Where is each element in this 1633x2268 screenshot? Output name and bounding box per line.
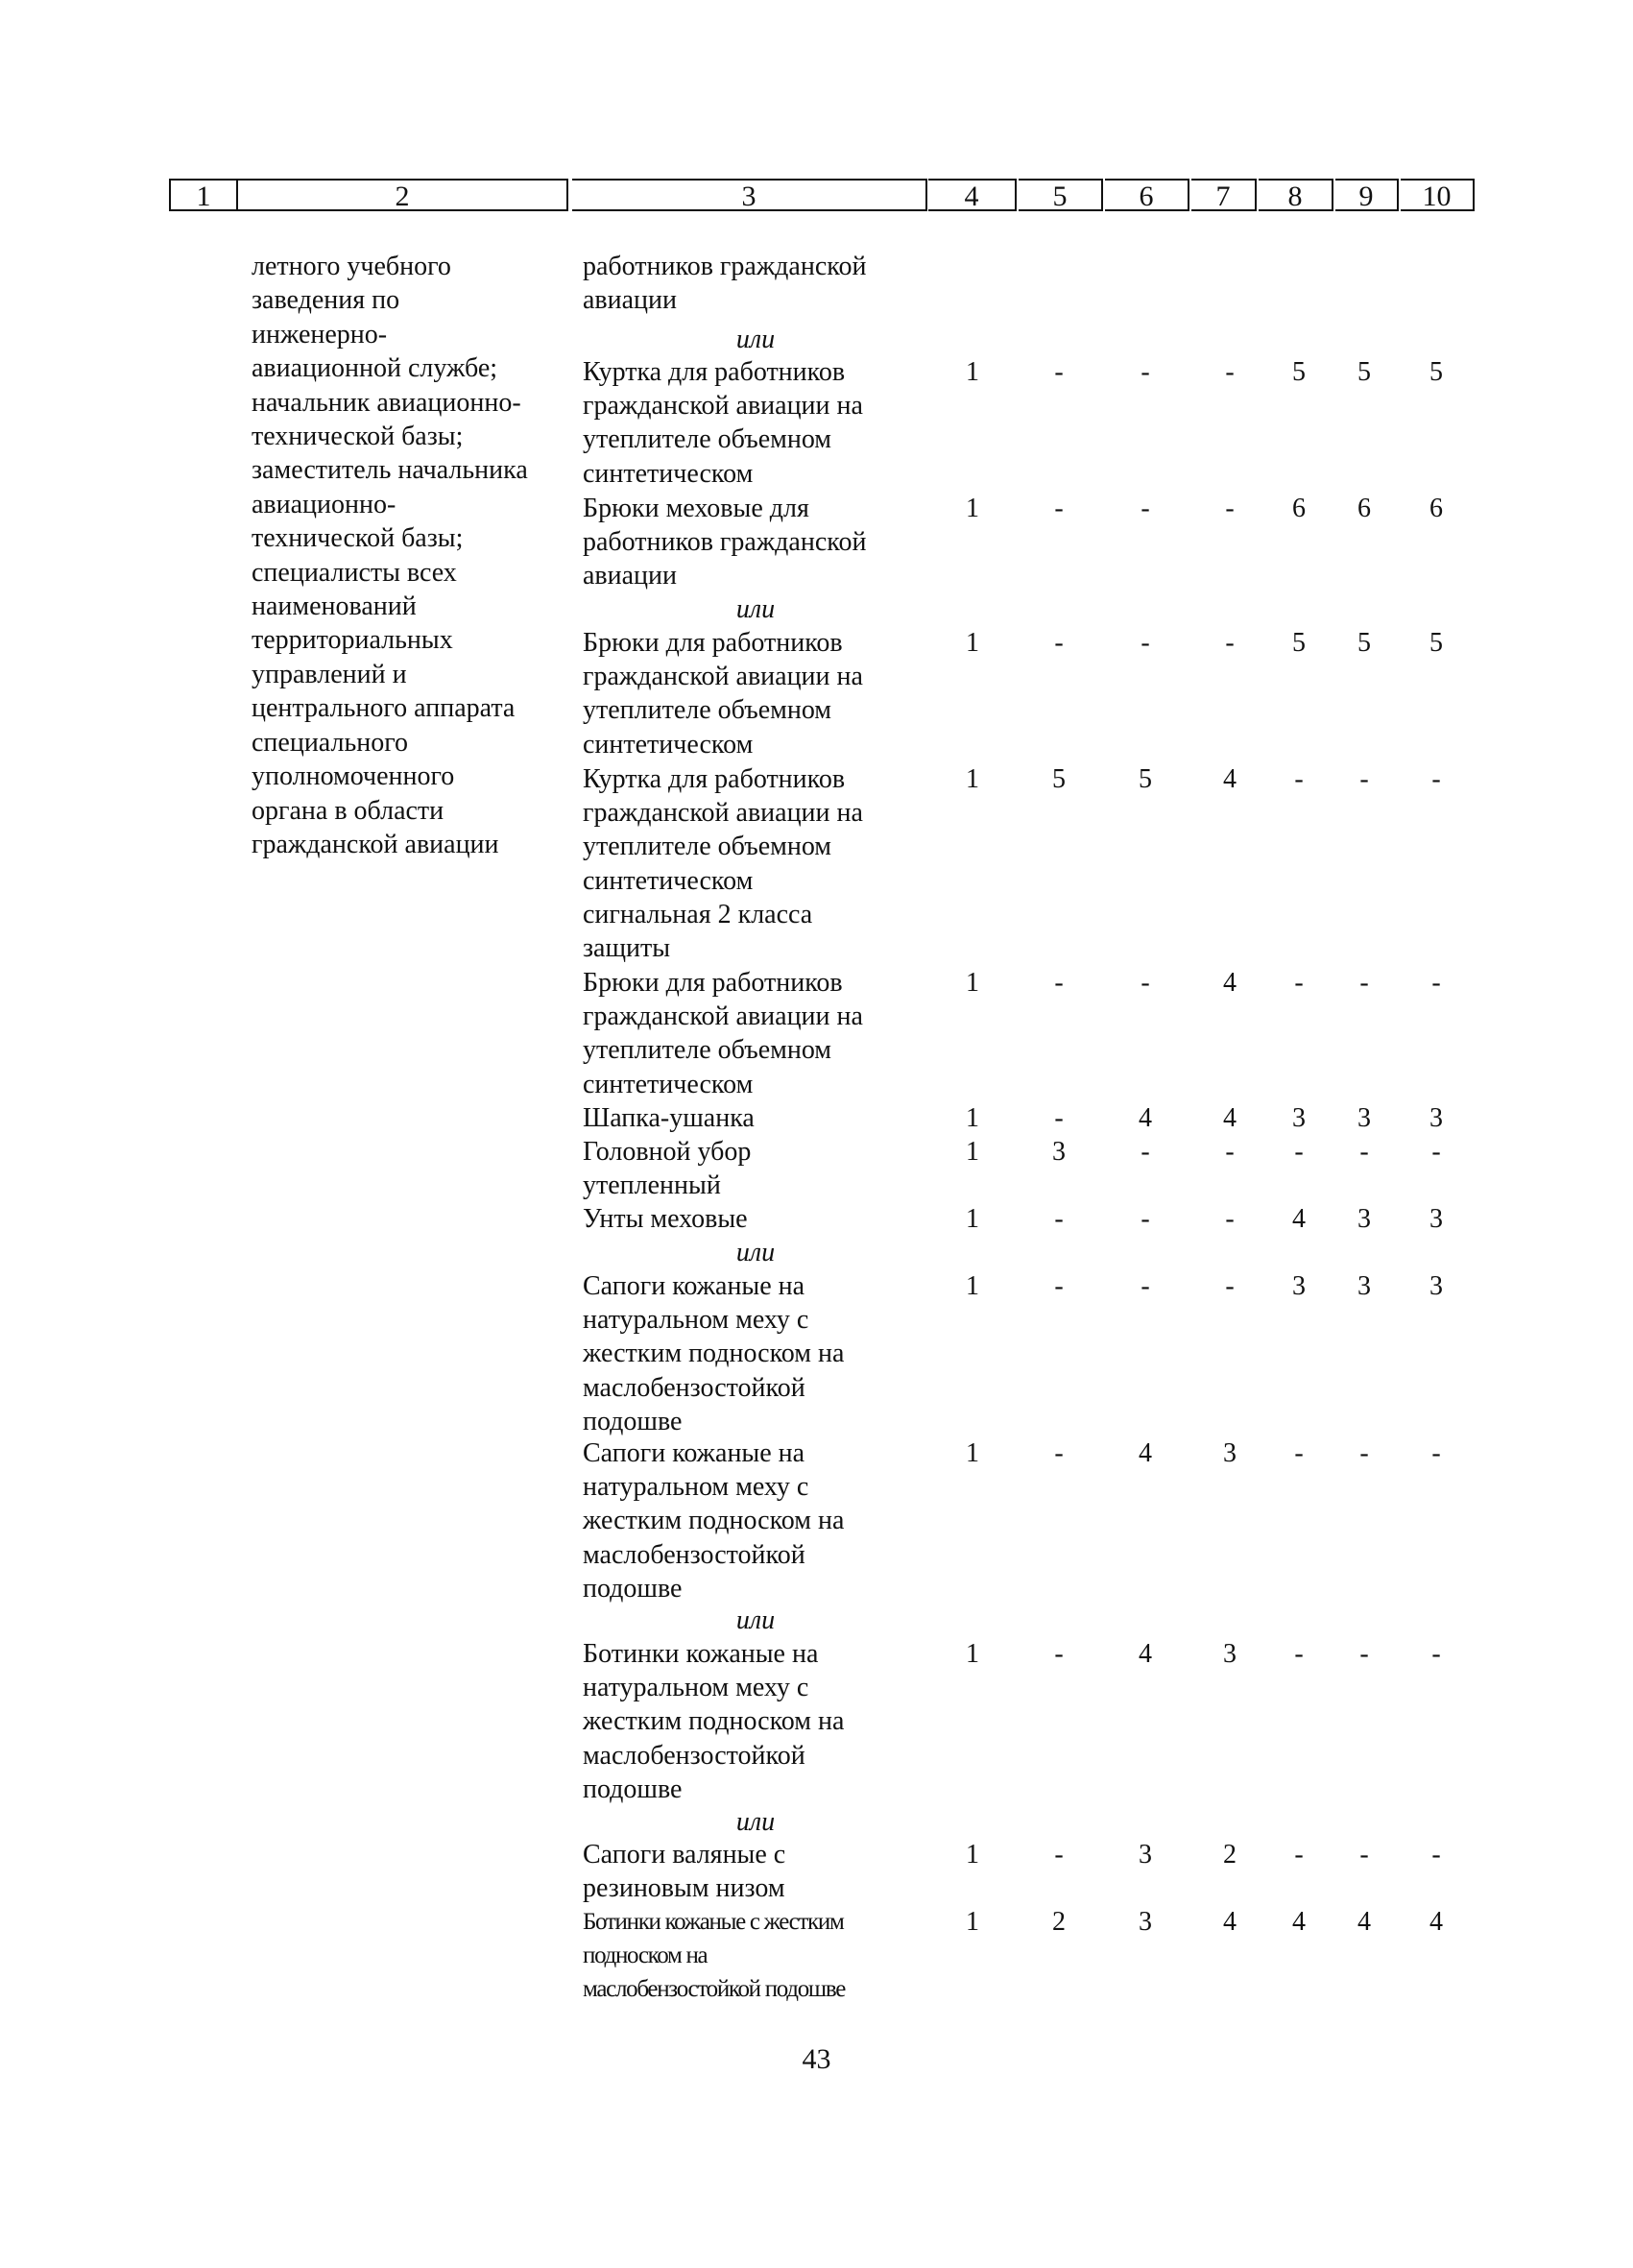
value-col-9: - (1359, 1840, 1369, 1870)
page-number: 43 (802, 2043, 831, 2075)
value-col-6: 4 (1139, 1103, 1152, 1133)
item-name (583, 1905, 928, 2007)
value-col-6: - (1141, 1137, 1150, 1167)
item-name-line: маслобензостойкой (583, 1740, 805, 1771)
item-name (583, 1269, 928, 1438)
value-col-7: 4 (1223, 1907, 1237, 1937)
item-name-line: сигнальная 2 класса (583, 899, 813, 929)
value-col-7: 3 (1223, 1438, 1237, 1468)
value-col-4: 1 (966, 628, 979, 658)
value-col-8: - (1294, 1438, 1304, 1468)
header-cell-3: 3 (572, 179, 927, 211)
ili-separator: или (735, 325, 776, 354)
value-col-4: 1 (966, 1907, 979, 1937)
item-name-line: гражданской авиации на (583, 1001, 863, 1032)
item-name-line: Шапка-ушанка (583, 1103, 755, 1133)
value-col-6: - (1141, 1271, 1150, 1301)
value-col-8: 4 (1292, 1204, 1306, 1234)
value-col-9: - (1359, 1137, 1369, 1167)
value-col-6: - (1141, 628, 1150, 658)
value-col-7: 3 (1223, 1639, 1237, 1669)
value-col-5: - (1054, 1271, 1064, 1301)
value-col-8: 3 (1292, 1103, 1306, 1133)
value-col-6: - (1141, 357, 1150, 387)
value-col-7: 4 (1223, 968, 1237, 998)
value-col-8: 4 (1292, 1907, 1306, 1937)
value-col-4: 1 (966, 1204, 979, 1234)
value-col-9: 3 (1357, 1204, 1371, 1234)
position-line: заведения по (252, 285, 400, 316)
header-cell-5: 5 (1019, 179, 1103, 211)
item-name-line: Куртка для работников (583, 764, 846, 794)
item-name-line: синтетическом (583, 729, 754, 760)
value-col-10: 3 (1429, 1204, 1443, 1234)
value-col-4: 1 (966, 968, 979, 998)
table-header-row (0, 179, 1633, 213)
position-column-text (252, 250, 568, 861)
item-name-line: работников гражданской (583, 527, 867, 558)
value-col-9: - (1359, 764, 1369, 794)
position-line: авиационно- (252, 489, 396, 519)
item-name-line: подошве (583, 1573, 683, 1604)
item-name-line: Ботинки кожаные с жестким (583, 1909, 844, 1935)
value-col-8: - (1294, 764, 1304, 794)
value-col-5: - (1054, 1204, 1064, 1234)
value-col-8: 5 (1292, 357, 1306, 387)
value-col-10: 4 (1429, 1907, 1443, 1937)
value-col-5: - (1054, 494, 1064, 523)
position-line: технической базы; (252, 523, 464, 554)
item-name-line: гражданской авиации на (583, 798, 863, 829)
value-col-4: 1 (966, 1438, 979, 1468)
item-name-line: натуральном меху с (583, 1472, 809, 1503)
value-col-6: 3 (1139, 1907, 1152, 1937)
value-col-6: - (1141, 968, 1150, 998)
value-col-5: 5 (1052, 764, 1066, 794)
item-name (583, 492, 928, 593)
value-col-9: - (1359, 968, 1369, 998)
header-cell-2: 2 (238, 179, 568, 211)
value-col-7: - (1225, 1137, 1235, 1167)
value-col-5: - (1054, 357, 1064, 387)
item-name-line: резиновым низом (583, 1873, 785, 1904)
item-name-line: Брюки для работников (583, 968, 843, 998)
value-col-4: 1 (966, 1639, 979, 1669)
item-name-line: авиации (583, 285, 678, 316)
item-name-line: Брюки для работников (583, 628, 843, 658)
value-col-10: - (1431, 1840, 1441, 1870)
value-col-10: - (1431, 1438, 1441, 1468)
item-name (583, 1202, 928, 1236)
value-col-9: 3 (1357, 1103, 1371, 1133)
value-col-6: 3 (1139, 1840, 1152, 1870)
value-col-4: 1 (966, 1271, 979, 1301)
position-line: специального (252, 727, 408, 758)
header-cell-6: 6 (1105, 179, 1189, 211)
value-col-5: - (1054, 1639, 1064, 1669)
value-col-5: - (1054, 1103, 1064, 1133)
value-col-10: 6 (1429, 494, 1443, 523)
position-line: управлений и (252, 659, 407, 689)
value-col-6: 4 (1139, 1438, 1152, 1468)
item-name-line: жестким подноском на (583, 1506, 845, 1536)
item-name-line: Сапоги кожаные на (583, 1271, 805, 1301)
item-name (583, 626, 928, 761)
item-name-line: жестким подноском на (583, 1339, 845, 1369)
value-col-10: - (1431, 1137, 1441, 1167)
item-name-line: подноском на (583, 1942, 708, 1969)
header-cell-9: 9 (1335, 179, 1399, 211)
item-name-line: синтетическом (583, 1069, 754, 1099)
value-col-5: - (1054, 1840, 1064, 1870)
item-name-line: маслобензостойкой (583, 1539, 805, 1570)
item-name-line: подошве (583, 1773, 683, 1804)
value-col-7: 4 (1223, 764, 1237, 794)
item-name (583, 1838, 928, 1905)
item-name-line: гражданской авиации на (583, 391, 863, 422)
position-line: территориальных (252, 625, 453, 656)
item-name-line: утепленный (583, 1170, 721, 1201)
item-name-line: Брюки меховые для (583, 494, 809, 523)
position-line: уполномоченного (252, 761, 455, 792)
value-col-7: - (1225, 357, 1235, 387)
position-line: авиационной службе; (252, 353, 498, 384)
value-col-4: 1 (966, 764, 979, 794)
value-col-4: 1 (966, 1103, 979, 1133)
item-name-line: гражданской авиации на (583, 662, 863, 692)
item-name (583, 1637, 928, 1806)
value-col-7: 4 (1223, 1103, 1237, 1133)
item-name-line: работников гражданской (583, 252, 867, 281)
value-col-9: - (1359, 1438, 1369, 1468)
item-name-line: Унты меховые (583, 1204, 748, 1234)
value-col-8: - (1294, 968, 1304, 998)
item-name-line: натуральном меху с (583, 1673, 809, 1703)
value-col-10: - (1431, 968, 1441, 998)
value-col-9: 6 (1357, 494, 1371, 523)
item-name-line: авиации (583, 561, 678, 591)
value-col-6: - (1141, 1204, 1150, 1234)
value-col-5: 3 (1052, 1137, 1066, 1167)
value-col-9: 5 (1357, 357, 1371, 387)
value-col-7: - (1225, 628, 1235, 658)
item-name-line: Сапоги кожаные на (583, 1438, 805, 1468)
value-col-4: 1 (966, 1840, 979, 1870)
position-line: гражданской авиации (252, 829, 499, 859)
value-col-4: 1 (966, 357, 979, 387)
value-col-10: 5 (1429, 628, 1443, 658)
value-col-5: 2 (1052, 1907, 1066, 1937)
value-col-5: - (1054, 1438, 1064, 1468)
position-line: наименований (252, 591, 417, 622)
value-col-5: - (1054, 628, 1064, 658)
item-name-line: натуральном меху с (583, 1305, 809, 1336)
header-cell-10: 10 (1401, 179, 1475, 211)
value-col-10: - (1431, 1639, 1441, 1669)
value-col-8: - (1294, 1137, 1304, 1167)
item-name (583, 762, 928, 965)
item-name-line: синтетическом (583, 865, 754, 896)
value-col-8: 3 (1292, 1271, 1306, 1301)
value-col-7: 2 (1223, 1840, 1237, 1870)
header-cell-1: 1 (169, 179, 238, 211)
position-line: технической базы; (252, 422, 464, 452)
value-col-9: 5 (1357, 628, 1371, 658)
item-name-line: маслобензостойкой подошве (583, 1976, 845, 2003)
item-name-line: синтетическом (583, 458, 754, 489)
item-name (583, 1135, 928, 1202)
item-name-line: утеплителе объемном (583, 424, 832, 455)
item-name (583, 355, 928, 491)
ili-separator: или (735, 1238, 776, 1267)
position-line: начальник авиационно- (252, 387, 521, 418)
ili-separator: или (735, 1807, 776, 1837)
value-col-9: 3 (1357, 1271, 1371, 1301)
value-col-6: 4 (1139, 1639, 1152, 1669)
value-col-9: 4 (1357, 1907, 1371, 1937)
position-line: органа в области (252, 795, 444, 826)
value-col-9: - (1359, 1639, 1369, 1669)
position-line: специалисты всех (252, 557, 457, 588)
item-name-line: утеплителе объемном (583, 695, 832, 726)
item-name (583, 250, 928, 317)
value-col-6: - (1141, 494, 1150, 523)
value-col-8: 5 (1292, 628, 1306, 658)
item-name-line: маслобензостойкой (583, 1372, 805, 1403)
value-col-7: - (1225, 1204, 1235, 1234)
value-col-10: 5 (1429, 357, 1443, 387)
item-name-line: подошве (583, 1406, 683, 1436)
value-col-10: - (1431, 764, 1441, 794)
ili-separator: или (735, 1605, 776, 1635)
position-line: заместитель начальника (252, 455, 528, 486)
item-name-line: утеплителе объемном (583, 1035, 832, 1066)
value-col-8: - (1294, 1840, 1304, 1870)
item-name-line: защиты (583, 933, 671, 964)
header-cell-8: 8 (1259, 179, 1333, 211)
item-name (583, 1436, 928, 1605)
value-col-4: 1 (966, 494, 979, 523)
position-line: инженерно- (252, 319, 388, 350)
item-name-line: Ботинки кожаные на (583, 1639, 819, 1669)
value-col-8: - (1294, 1639, 1304, 1669)
position-line: центрального аппарата (252, 693, 516, 724)
value-col-6: 5 (1139, 764, 1152, 794)
item-name (583, 966, 928, 1101)
item-name-line: утеплителе объемном (583, 832, 832, 862)
value-col-4: 1 (966, 1137, 979, 1167)
header-cell-7: 7 (1191, 179, 1257, 211)
item-name (583, 1101, 928, 1135)
ili-separator: или (735, 594, 776, 624)
value-col-10: 3 (1429, 1103, 1443, 1133)
position-line: летного учебного (252, 252, 451, 281)
value-col-7: - (1225, 494, 1235, 523)
value-col-10: 3 (1429, 1271, 1443, 1301)
item-name-line: Головной убор (583, 1137, 752, 1167)
value-col-8: 6 (1292, 494, 1306, 523)
item-name-line: жестким подноском на (583, 1706, 845, 1737)
value-col-7: - (1225, 1271, 1235, 1301)
item-name-line: Сапоги валяные с (583, 1840, 786, 1870)
value-col-5: - (1054, 968, 1064, 998)
item-name-line: Куртка для работников (583, 357, 846, 387)
header-cell-4: 4 (928, 179, 1017, 211)
